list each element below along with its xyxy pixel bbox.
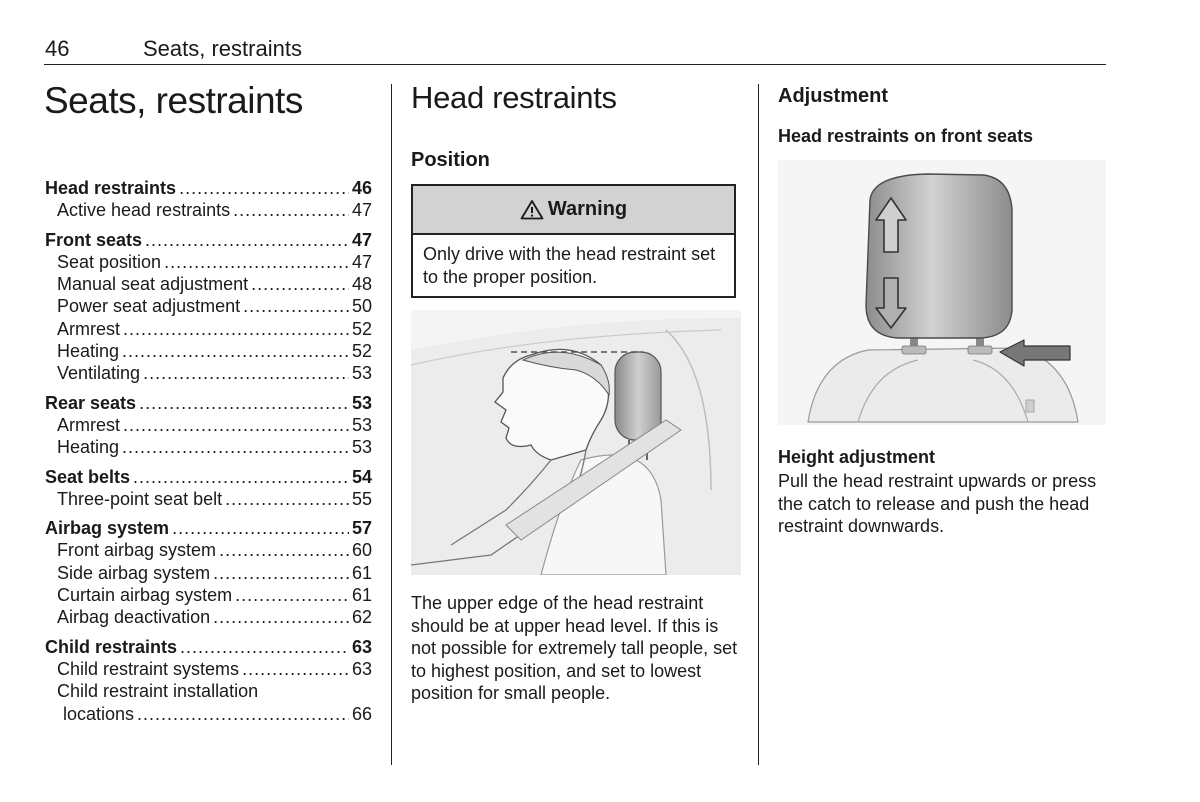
warning-triangle-icon: [520, 199, 544, 220]
toc-entry-page: 57: [351, 518, 372, 539]
toc-entry[interactable]: [45, 274, 372, 296]
toc-entry-page: 66: [351, 703, 372, 724]
toc-entry-label: Side airbag system: [57, 562, 211, 583]
toc-entry[interactable]: [45, 518, 372, 540]
toc-entry-label: Heating: [57, 341, 120, 362]
toc-leader-dots: [122, 341, 349, 362]
toc-entry[interactable]: [45, 200, 372, 222]
toc-entry[interactable]: [45, 437, 372, 459]
toc-entry[interactable]: [45, 607, 372, 629]
toc-leader-dots: [242, 659, 349, 680]
toc-leader-dots: [251, 274, 349, 295]
toc-leader-dots: [145, 230, 349, 251]
toc-entry-label: Curtain airbag system: [57, 585, 233, 606]
toc-entry-page: 53: [351, 414, 372, 435]
toc-entry-label: Head restraints: [45, 178, 177, 198]
toc-entry-label: Armrest: [57, 414, 120, 435]
toc-entry-label: Front airbag system: [57, 540, 217, 561]
head-position-illustration: [411, 310, 741, 575]
toc-entry-label: Power seat adjustment: [57, 296, 241, 317]
toc-entry-label: Child restraint installation: [57, 681, 259, 702]
toc-leader-dots: [123, 319, 349, 340]
toc-leader-dots: [164, 252, 349, 273]
chapter-title: Seats, restraints: [44, 80, 303, 121]
toc-entry[interactable]: [45, 563, 372, 585]
toc-leader-dots: [225, 489, 349, 510]
toc-leader-dots: [233, 200, 349, 221]
toc-entry-label: Seat position: [57, 251, 162, 272]
toc-entry[interactable]: [45, 230, 372, 252]
table-of-contents: [45, 178, 372, 726]
toc-entry[interactable]: [45, 296, 372, 318]
height-adjustment-text: Pull the head restraint upwards or press the catch to release and push the head restraint downwards.: [778, 471, 1097, 536]
page-number: 46: [45, 36, 70, 61]
toc-entry-page: 47: [351, 251, 372, 272]
toc-leader-dots: [123, 415, 349, 436]
toc-entry-label: Active head restraints: [57, 200, 231, 221]
toc-entry-page: 61: [351, 585, 372, 606]
toc-entry[interactable]: [45, 704, 372, 726]
toc-entry-page: 63: [351, 636, 372, 657]
toc-entry-page: 63: [351, 658, 372, 679]
toc-entry[interactable]: [45, 540, 372, 562]
toc-entry[interactable]: [45, 467, 372, 489]
warning-box: [411, 184, 736, 298]
toc-entry-label: Airbag system: [45, 518, 170, 539]
toc-entry-page: 46: [351, 178, 372, 198]
toc-entry-label: Rear seats: [45, 392, 137, 413]
front-seats-subtitle: Head restraints on front seats: [778, 126, 1034, 146]
toc-leader-dots: [213, 563, 349, 584]
toc-entry[interactable]: [45, 341, 372, 363]
toc-leader-dots: [133, 467, 349, 488]
toc-entry[interactable]: [45, 178, 372, 200]
toc-entry-label: Armrest: [57, 318, 120, 339]
toc-entry-label: Airbag deactivation: [57, 607, 211, 628]
toc-entry-page: 55: [351, 488, 372, 509]
toc-entry[interactable]: [45, 415, 372, 437]
toc-entry-label: Three-point seat belt: [57, 488, 223, 509]
toc-entry-page: 52: [351, 341, 372, 362]
warning-text: Only drive with the head restraint set to the proper position.: [423, 244, 716, 287]
column-divider-1: [391, 84, 392, 765]
column-divider-2: [758, 84, 759, 765]
toc-leader-dots: [139, 393, 349, 414]
toc-entry-label: Front seats: [45, 229, 143, 250]
toc-entry[interactable]: [45, 252, 372, 274]
toc-entry-page: 53: [351, 392, 372, 413]
toc-leader-dots: [243, 296, 349, 317]
toc-entry-label: Manual seat adjustment: [57, 274, 249, 295]
toc-entry-label: Seat belts: [45, 466, 131, 487]
toc-leader-dots: [213, 607, 349, 628]
toc-entry[interactable]: [45, 363, 372, 385]
chapter-header: Seats, restraints: [143, 36, 302, 61]
toc-leader-dots: [219, 540, 349, 561]
toc-entry-page: 48: [351, 274, 372, 295]
toc-leader-dots: [137, 704, 349, 725]
toc-entry-label: Child restraint systems: [57, 658, 240, 679]
adjustment-title: Adjustment: [778, 85, 888, 107]
toc-entry-label: Ventilating: [57, 363, 141, 384]
toc-entry-label: locations: [63, 703, 135, 724]
toc-entry[interactable]: [45, 659, 372, 681]
toc-entry-page: 52: [351, 318, 372, 339]
toc-leader-dots: [180, 637, 349, 658]
toc-entry-label: Heating: [57, 437, 120, 458]
section-title: Head restraints: [411, 80, 617, 115]
toc-entry[interactable]: [45, 585, 372, 607]
toc-entry[interactable]: [45, 393, 372, 415]
toc-entry-page: 61: [351, 562, 372, 583]
toc-entry[interactable]: [45, 637, 372, 659]
toc-entry[interactable]: [45, 489, 372, 511]
toc-entry-page: 53: [351, 363, 372, 384]
height-adjustment-title: Height adjustment: [778, 447, 936, 467]
toc-entry-page: 60: [351, 540, 372, 561]
toc-entry[interactable]: [45, 319, 372, 341]
head-restraint-adjustment-illustration: [778, 160, 1106, 425]
toc-leader-dots: [172, 518, 349, 539]
warning-header: [413, 186, 734, 235]
header-rule: [44, 64, 1106, 65]
toc-leader-dots: [235, 585, 349, 606]
toc-leader-dots: [122, 437, 349, 458]
position-subtitle: Position: [411, 149, 490, 171]
toc-entry-label: Child restraints: [45, 636, 178, 657]
toc-entry-page: 50: [351, 296, 372, 317]
toc-entry-page: 54: [351, 466, 372, 487]
toc-leader-dots: [143, 363, 349, 384]
toc-entry-page: 53: [351, 437, 372, 458]
toc-leader-dots: [179, 178, 349, 199]
warning-heading: Warning: [547, 198, 628, 220]
toc-entry-page: 62: [351, 607, 372, 628]
position-paragraph: The upper edge of the head restraint should be at upper head level. If this is not possible for extremely tall people, set to highest position, and set to lowest position for small people.: [411, 593, 738, 703]
toc-entry[interactable]: [45, 681, 372, 703]
toc-entry-page: 47: [351, 229, 372, 250]
toc-entry-page: 47: [351, 200, 372, 221]
